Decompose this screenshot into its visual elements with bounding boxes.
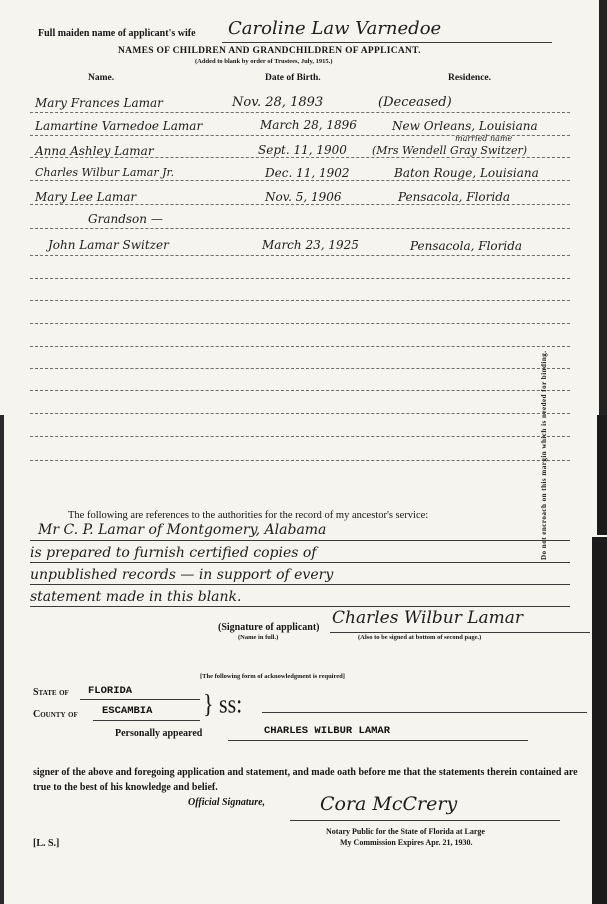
county-value: ESCAMBIA: [102, 705, 153, 717]
county-line: [93, 720, 200, 721]
notary-title: Notary Public for the State of Florida at Large: [326, 827, 485, 836]
child-residence: New Orleans, Louisiana: [392, 119, 538, 133]
scan-edge-shadow: [599, 0, 607, 415]
grandson-residence: Pensacola, Florida: [410, 239, 523, 253]
applicant-signature: Charles Wilbur Lamar: [332, 608, 524, 628]
official-signature: Cora McCrery: [320, 793, 458, 815]
child-name: Lamartine Varnedoe Lamar: [35, 119, 203, 133]
section-note: (Added to blank by order of Trustees, July, 1915.): [195, 58, 333, 65]
child-name: Anna Ashley Lamar: [35, 144, 154, 158]
seal-mark: [L. S.]: [33, 838, 60, 849]
child-dob: Dec. 11, 1902: [265, 166, 350, 180]
signature-also-note: (Also to be signed at bottom of second page.): [358, 634, 482, 641]
child-residence: (Deceased): [378, 95, 452, 110]
county-label: County of: [33, 709, 78, 720]
section-title: NAMES OF CHILDREN AND GRANDCHILDREN OF APPLICANT.: [118, 46, 421, 56]
child-name: Charles Wilbur Lamar Jr.: [35, 166, 175, 179]
reference-line: [30, 606, 570, 607]
grandson-name: John Lamar Switzer: [48, 238, 169, 252]
state-value: FLORIDA: [88, 685, 133, 697]
reference-text: Mr C. P. Lamar of Montgomery, Alabama: [38, 522, 327, 538]
references-intro: The following are references to the authorities for the record of my ancestor's service:: [68, 510, 429, 521]
reference-line: [30, 540, 570, 541]
personally-appeared-value: CHARLES WILBUR LAMAR: [264, 725, 391, 737]
reference-text: statement made in this blank.: [30, 589, 242, 605]
child-dob: Sept. 11, 1900: [258, 143, 347, 157]
child-residence: (Mrs Wendell Gray Switzer): [372, 144, 528, 157]
appeared-line: [228, 740, 528, 741]
personally-appeared-label: Personally appeared: [115, 728, 203, 739]
ss-line: [262, 712, 587, 713]
married-name-note: married name: [455, 134, 513, 143]
state-line: [80, 699, 200, 700]
official-signature-label: Official Signature,: [188, 797, 266, 808]
signature-label: (Signature of applicant): [218, 622, 320, 633]
maiden-name-line: [222, 42, 552, 43]
binding-margin-note: Do not encroach on this margin which is needed for binding.: [540, 350, 548, 560]
acknowledgment-body: signer of the above and foregoing application and statement, and made oath before me that the statements therein contained are true to the best of his knowledge and belief.: [33, 767, 578, 793]
official-signature-line: [290, 820, 560, 821]
reference-line: [30, 584, 570, 585]
child-residence: Pensacola, Florida: [398, 190, 511, 204]
state-label: State of: [33, 687, 69, 698]
maiden-name-value: Caroline Law Varnedoe: [228, 18, 442, 39]
reference-text: is prepared to furnish certified copies of: [30, 545, 317, 561]
reference-text: unpublished records — in support of every: [30, 567, 334, 583]
scan-edge-shadow: [0, 415, 4, 904]
grandson-dob: March 23, 1925: [262, 238, 359, 252]
acknowledgment-note: [The following form of acknowledgment is required]: [200, 673, 345, 680]
commission-expiry: My Commission Expires Apr. 21, 1930.: [340, 838, 473, 847]
reference-line: [30, 562, 570, 563]
child-name: Mary Lee Lamar: [35, 190, 137, 204]
signature-label-sub: (Name in full.): [238, 634, 279, 641]
column-header-dob: Date of Birth.: [265, 73, 321, 83]
scan-edge-shadow: [597, 415, 607, 535]
child-name: Mary Frances Lamar: [35, 96, 163, 110]
child-dob: March 28, 1896: [260, 118, 357, 132]
maiden-name-label: Full maiden name of applicant's wife: [38, 28, 196, 39]
child-dob: Nov. 28, 1893: [232, 95, 324, 110]
child-residence: Baton Rouge, Louisiana: [394, 166, 539, 180]
scan-edge-shadow: [592, 537, 607, 904]
column-header-residence: Residence.: [448, 73, 492, 83]
signature-line: [330, 632, 590, 633]
column-header-name: Name.: [88, 73, 115, 83]
ss-bracket: } ss:: [203, 688, 243, 719]
child-dob: Nov. 5, 1906: [265, 190, 342, 204]
grandson-label: Grandson —: [88, 212, 163, 226]
